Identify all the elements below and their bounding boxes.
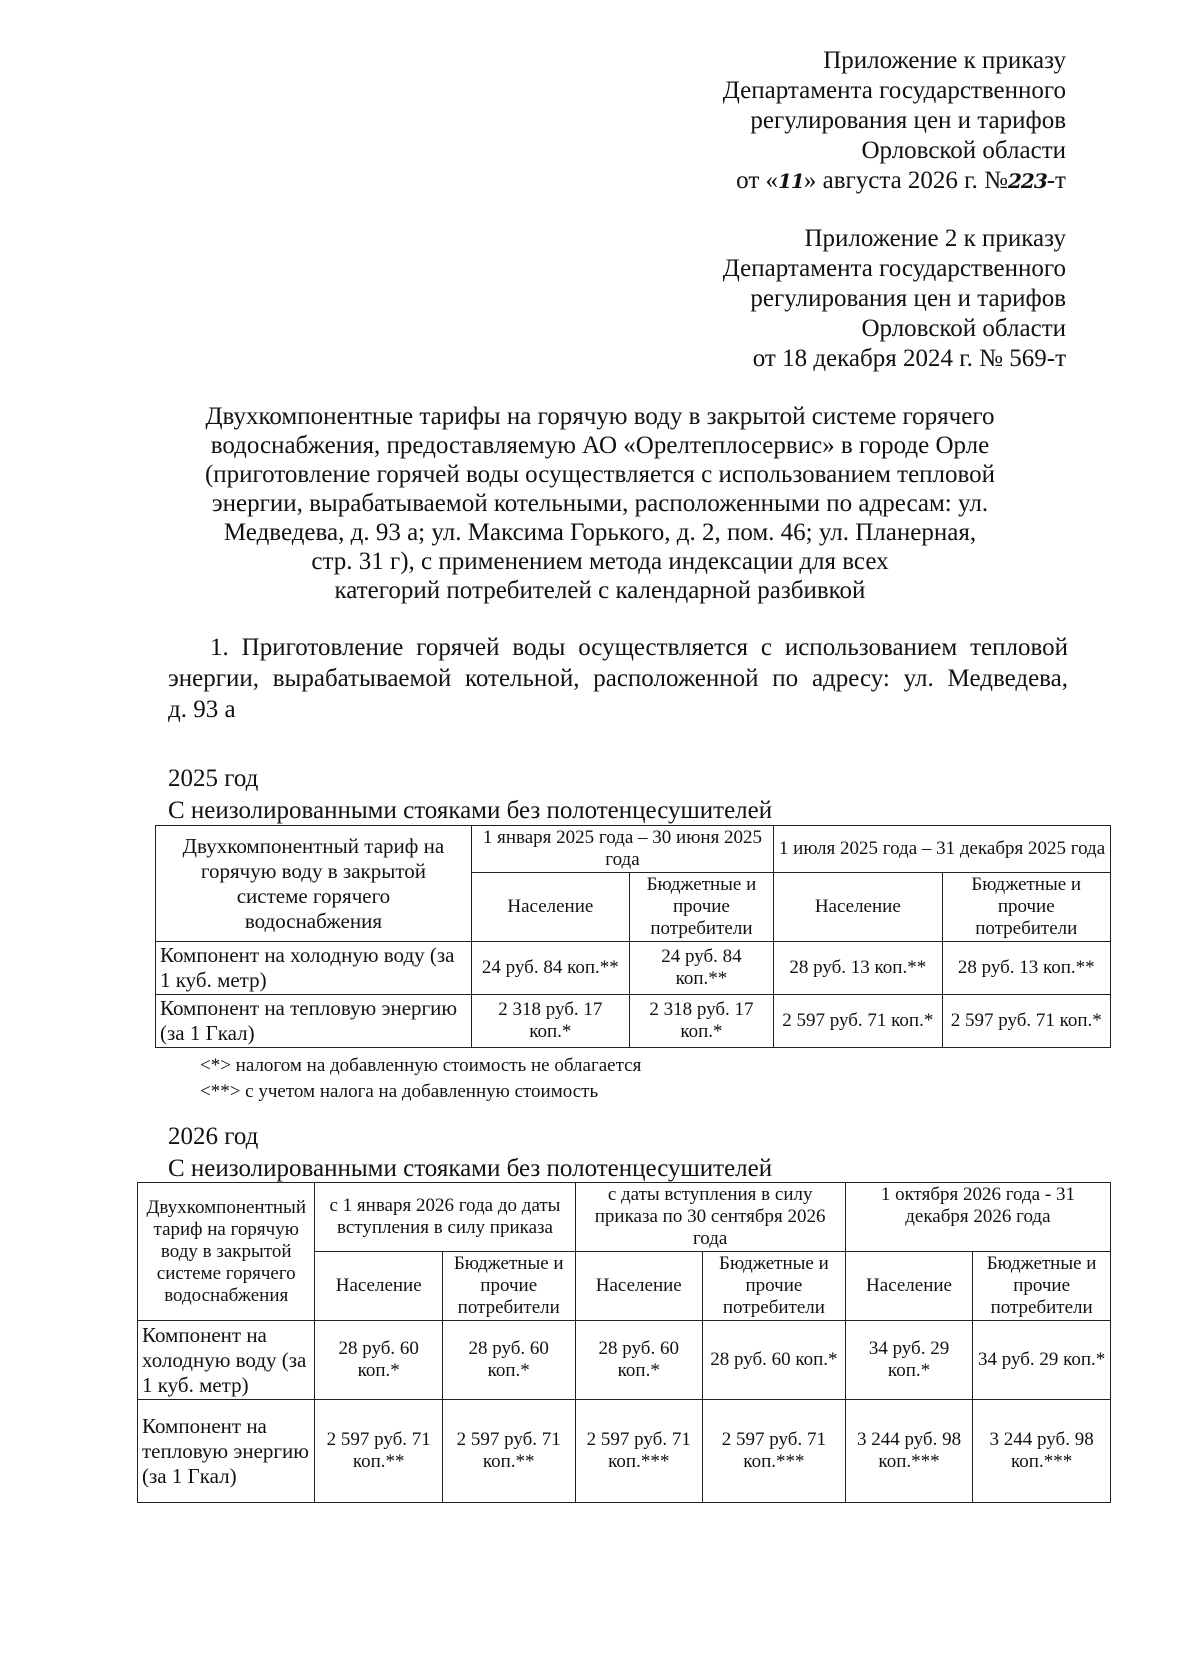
header-population-cell: Население <box>471 873 629 942</box>
header-population-cell: Население <box>575 1252 702 1321</box>
header-period-cell: 1 января 2025 года – 30 июня 2025 года <box>471 826 773 873</box>
appendix-line: от 18 декабря 2024 г. № 569-т <box>752 345 1066 372</box>
title-line: категорий потребителей с календарной разбивкой <box>334 577 866 604</box>
footnotes-2025 <box>200 1053 641 1105</box>
header-population-cell: Население <box>774 873 942 942</box>
section-paragraph <box>168 632 1068 725</box>
tariff-value-cell: 28 руб. 13 коп.** <box>774 942 942 995</box>
tariff-value-cell: 2 597 руб. 71 коп.*** <box>703 1400 846 1503</box>
date-prefix: от « <box>736 167 779 194</box>
title-line: Двухкомпонентные тарифы на горячую воду в закрытой системе горячего <box>205 403 995 430</box>
appendix-line: Департамента государственного <box>722 255 1066 282</box>
paragraph-line: энергии, вырабатываемой котельной, расположенной по адресу: ул. Медведева, <box>168 665 1068 692</box>
header-tariff-cell: Двухкомпонентный тариф на горячую воду в закрытой системе горячего водоснабжения <box>138 1183 315 1321</box>
header-population-cell: Население <box>845 1252 972 1321</box>
tariff-value-cell: 28 руб. 60 коп.* <box>315 1321 442 1400</box>
title-line: Медведева, д. 93 а; ул. Максима Горького, д. 2, пом. 46; ул. Планерная, <box>223 519 977 546</box>
paragraph-line: д. 93 а <box>168 696 236 723</box>
header-budget-cell: Бюджетные и прочие потребители <box>973 1252 1111 1321</box>
appendix-line: Орловской области <box>861 315 1066 342</box>
title-line: энергии, вырабатываемой котельными, расположенными по адресам: ул. <box>211 490 989 517</box>
header-budget-cell: Бюджетные и прочие потребители <box>703 1252 846 1321</box>
appendix-line: регулирования цен и тарифов <box>750 285 1066 312</box>
tariff-value-cell: 2 597 руб. 71 коп.** <box>442 1400 575 1503</box>
tariff-value-cell: 28 руб. 60 коп.* <box>703 1321 846 1400</box>
tariff-value-cell: 2 597 руб. 71 коп.* <box>774 995 942 1048</box>
title-line: водоснабжения, предоставляемую АО «Орелтеплосервис» в городе Орле <box>210 432 990 459</box>
paragraph-line: 1. Приготовление горячей воды осуществляется с использованием тепловой <box>210 634 1068 661</box>
appendix-line: Приложение 2 к приказу <box>804 225 1066 252</box>
year-heading-2026: 2026 год <box>168 1123 259 1150</box>
footnote: <*> налогом на добавленную стоимость не облагается <box>200 1055 642 1076</box>
table-row <box>138 1400 1111 1503</box>
row-label-cell: Компонент на холодную воду (за 1 куб. метр) <box>138 1321 315 1400</box>
date-mid: » августа 2026 г. № <box>803 167 1008 194</box>
tariff-value-cell: 34 руб. 29 коп.* <box>845 1321 972 1400</box>
row-label-cell: Компонент на холодную воду (за 1 куб. метр) <box>156 942 472 995</box>
tariff-value-cell: 34 руб. 29 коп.* <box>973 1321 1111 1400</box>
date-suffix: -т <box>1046 167 1066 194</box>
tariff-value-cell: 3 244 руб. 98 коп.*** <box>973 1400 1111 1503</box>
header-budget-cell: Бюджетные и прочие потребители <box>942 873 1110 942</box>
tariff-value-cell: 2 597 руб. 71 коп.** <box>315 1400 442 1503</box>
appendix-line: регулирования цен и тарифов <box>750 107 1066 134</box>
tariff-table-2026 <box>137 1182 1111 1503</box>
table-header-row <box>138 1183 1111 1252</box>
document-title <box>140 402 1060 605</box>
table-row <box>138 1321 1111 1400</box>
table-subtitle-2026: С неизолированными стояками без полотенцесушителей <box>168 1155 773 1182</box>
title-line: стр. 31 г), с применением метода индексации для всех <box>311 548 889 575</box>
appendix-line: Департамента государственного <box>722 77 1066 104</box>
year-heading-2025: 2025 год <box>168 765 259 792</box>
table-row <box>156 995 1111 1048</box>
title-line: (приготовление горячей воды осуществляется с использованием тепловой <box>204 461 996 488</box>
header-population-cell: Население <box>315 1252 442 1321</box>
tariff-value-cell: 2 318 руб. 17 коп.* <box>471 995 629 1048</box>
tariff-value-cell: 28 руб. 13 коп.** <box>942 942 1110 995</box>
handwritten-number: 223 <box>1007 169 1047 193</box>
header-period-cell: 1 октября 2026 года - 31 декабря 2026 года <box>845 1183 1110 1252</box>
tariff-value-cell: 2 597 руб. 71 коп.* <box>942 995 1110 1048</box>
appendix-header-current <box>723 46 1066 196</box>
row-label-cell: Компонент на тепловую энергию (за 1 Гкал) <box>138 1400 315 1503</box>
tariff-value-cell: 28 руб. 60 коп.* <box>575 1321 702 1400</box>
tariff-value-cell: 24 руб. 84 коп.** <box>629 942 773 995</box>
header-period-cell: 1 июля 2025 года – 31 декабря 2025 года <box>774 826 1111 873</box>
appendix-date-line <box>723 166 1066 196</box>
tariff-value-cell: 2 597 руб. 71 коп.*** <box>575 1400 702 1503</box>
header-period-cell: с 1 января 2026 года до даты вступления в силу приказа <box>315 1183 575 1252</box>
row-label-cell: Компонент на тепловую энергию (за 1 Гкал) <box>156 995 472 1048</box>
tariff-value-cell: 3 244 руб. 98 коп.*** <box>845 1400 972 1503</box>
header-period-cell: с даты вступления в силу приказа по 30 сентября 2026 года <box>575 1183 845 1252</box>
table-subtitle-2025: С неизолированными стояками без полотенцесушителей <box>168 797 773 824</box>
handwritten-day: 11 <box>778 169 804 193</box>
header-budget-cell: Бюджетные и прочие потребители <box>442 1252 575 1321</box>
tariff-value-cell: 2 318 руб. 17 коп.* <box>629 995 773 1048</box>
tariff-table-2025 <box>155 825 1111 1048</box>
table-row <box>156 942 1111 995</box>
appendix-header-original <box>723 224 1066 374</box>
footnote: <**> с учетом налога на добавленную стоимость <box>200 1081 599 1102</box>
appendix-line: Приложение к приказу <box>823 47 1066 74</box>
header-tariff-cell: Двухкомпонентный тариф на горячую воду в закрытой системе горячего водоснабжения <box>156 826 472 942</box>
tariff-value-cell: 24 руб. 84 коп.** <box>471 942 629 995</box>
appendix-line: Орловской области <box>861 137 1066 164</box>
tariff-value-cell: 28 руб. 60 коп.* <box>442 1321 575 1400</box>
table-header-row <box>156 826 1111 873</box>
header-budget-cell: Бюджетные и прочие потребители <box>629 873 773 942</box>
